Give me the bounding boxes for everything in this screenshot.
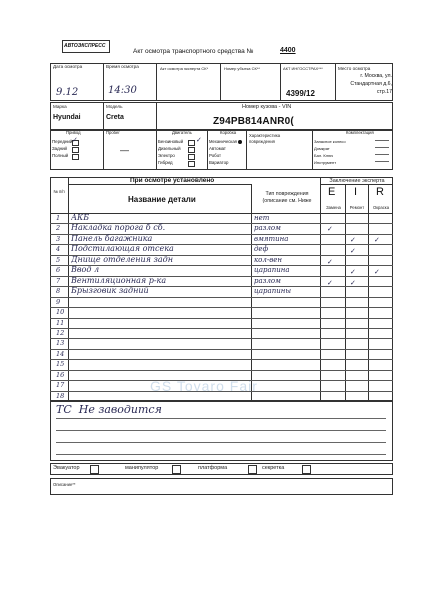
checkmark-icon: ✓ — [196, 136, 202, 144]
checkmark-icon: ✓ — [350, 268, 356, 276]
row-divider — [50, 359, 393, 360]
mileage-label: Пробег — [106, 130, 120, 135]
row-number: 12 — [56, 328, 65, 337]
checkbox[interactable] — [72, 147, 79, 153]
vin-label: Номер кузова - VIN — [242, 104, 292, 110]
row-divider — [50, 318, 393, 319]
part-name: Подстилающая отсека — [71, 244, 174, 254]
date-value: 9.12 — [56, 87, 79, 98]
make-label: Марка — [53, 104, 67, 109]
damage-type: деф — [254, 245, 269, 254]
gearbox-option[interactable]: Робот — [209, 153, 222, 158]
row-divider — [50, 338, 393, 339]
platform-checkbox[interactable] — [248, 465, 257, 474]
row-number: 7 — [56, 276, 61, 285]
gearbox-option[interactable]: Вариатор — [209, 160, 229, 165]
damage-type: разлом — [254, 276, 281, 285]
evacuator-label: Эвакуатор — [53, 465, 80, 471]
row-number: 10 — [56, 308, 65, 317]
row-number: 8 — [56, 287, 61, 296]
damage-type: кол-вен — [254, 255, 283, 264]
row-number: 4 — [56, 245, 61, 254]
row-number: 6 — [56, 266, 61, 275]
checkbox[interactable] — [188, 147, 195, 153]
checkbox[interactable] — [188, 140, 195, 146]
make-value: Hyundai — [53, 114, 81, 121]
row-number: 1 — [56, 214, 61, 222]
drive-option[interactable]: Полный — [52, 153, 68, 158]
act-title: Акт осмотра транспортного средства № — [133, 48, 254, 55]
gearbox-option[interactable]: Автомат — [209, 146, 226, 151]
checkbox[interactable] — [188, 161, 195, 167]
gearbox-selected-dot-icon — [238, 140, 242, 144]
part-name: Накладка порога б сб. — [71, 223, 166, 233]
gearbox-label: Коробка — [220, 130, 237, 135]
logo-text: АВТОЭКСПРЕСС — [64, 43, 106, 49]
checkmark-icon: ✓ — [350, 279, 356, 287]
engine-option[interactable]: Бензиновый — [158, 139, 183, 144]
drive-label: Привод — [66, 130, 81, 135]
company-logo — [62, 40, 110, 53]
watermark: GS Tovaro Fair — [150, 378, 258, 394]
row-number: 3 — [56, 234, 61, 243]
row-number: 2 — [56, 224, 61, 233]
part-name: Брызговик задний — [71, 286, 149, 296]
part-name: Панель багажника — [71, 233, 153, 243]
described-label: Описание** — [53, 482, 76, 487]
row-number: 16 — [56, 370, 65, 379]
kit-option[interactable]: Бал. Ключ — [314, 153, 334, 158]
gearbox-option[interactable]: Механическая — [209, 139, 237, 144]
letter-i: I — [354, 186, 358, 198]
engine-option[interactable]: Электро — [158, 153, 175, 158]
row-divider — [50, 297, 393, 298]
col-paint-header: Окраска — [372, 205, 390, 210]
vin-value: Z94PB814ANR0( — [213, 116, 294, 127]
checkmark-icon: ✓ — [327, 258, 333, 266]
kit-option[interactable]: Запасное колесо — [314, 139, 346, 144]
platform-label: платформа — [198, 465, 228, 471]
row-number: 9 — [56, 297, 61, 306]
checkmark-icon: ✓ — [350, 247, 356, 255]
letter-r: R — [376, 186, 384, 198]
kit-option[interactable]: Инструмент — [314, 160, 337, 165]
checkbox[interactable] — [72, 154, 79, 160]
act-number: 4400 — [280, 47, 296, 54]
loss-number-label: Номер убытка СК** — [224, 66, 260, 71]
evacuator-checkbox[interactable] — [90, 465, 99, 474]
col-name-header: Название детали — [128, 195, 196, 204]
col-num-header: № п/п — [53, 189, 65, 194]
notes-text: ТС Не заводится — [56, 403, 162, 416]
act-ing-value: 4399/12 — [286, 89, 315, 98]
engine-option[interactable]: Гибрид — [158, 160, 173, 165]
model-value: Creta — [106, 114, 124, 121]
engine-label: Двигатель — [172, 130, 192, 135]
characteristic-label: Характеристика — [249, 133, 281, 138]
row-divider — [50, 328, 393, 329]
mileage-value: — — [120, 145, 129, 155]
damage-type: нет — [254, 214, 270, 222]
letter-e: E — [328, 186, 336, 198]
expert-act-label: Акт осмотра эксперта СК* — [160, 66, 209, 71]
checkmark-icon: ✓ — [72, 136, 78, 144]
checkbox[interactable] — [188, 154, 195, 160]
row-number: 15 — [56, 360, 65, 369]
row-number: 17 — [56, 381, 65, 390]
checkmark-icon: ✓ — [350, 236, 356, 244]
drive-option[interactable]: Задний — [52, 146, 67, 151]
act-ing-label: АКТ ИНГОССТРАХ*** — [283, 66, 323, 71]
part-name: АКБ — [71, 213, 90, 222]
damage-type: вмятина — [254, 234, 289, 243]
row-number: 11 — [56, 318, 65, 327]
secret-label: секретка — [262, 465, 285, 471]
time-label: Время осмотра — [106, 64, 139, 69]
manipulator-label: манипулятор — [125, 465, 159, 471]
checkmark-icon: ✓ — [374, 268, 380, 276]
kit-option[interactable]: Домкрат — [314, 146, 330, 151]
part-name: Ввод л — [71, 265, 100, 275]
date-label: Дата осмотра — [53, 64, 83, 69]
place-value: г. Москва, ул. Стандартная д.6, стр.17 — [350, 73, 392, 95]
damage-type: царапины — [254, 287, 292, 296]
manipulator-checkbox[interactable] — [172, 465, 181, 474]
damage-type: царапина — [254, 266, 290, 275]
col-replace-header: Замена — [326, 205, 341, 210]
row-divider — [50, 307, 393, 308]
row-number: 14 — [56, 349, 65, 358]
row-divider — [50, 370, 393, 371]
part-name: Вентиляционная р-ка — [71, 275, 167, 285]
checkmark-icon: ✓ — [327, 225, 333, 233]
damage-type: разлом — [254, 224, 281, 233]
col-damage-header: Тип повреждения (описание см. Ниже — [262, 191, 312, 204]
row-divider — [50, 349, 393, 350]
conclusion-header: Заключение эксперта — [329, 178, 385, 184]
kit-label: Комплектация — [346, 130, 374, 135]
time-value: 14:30 — [108, 85, 137, 96]
part-name: Днище отделения задн — [71, 254, 173, 264]
described-box — [50, 478, 393, 495]
drive-option[interactable]: Передний — [52, 139, 72, 144]
place-label: Место осмотра — [338, 66, 371, 71]
row-number: 13 — [56, 339, 65, 348]
row-number: 5 — [56, 255, 61, 264]
model-label: Модель — [106, 104, 123, 109]
section-title: При осмотре установлено — [130, 177, 215, 184]
engine-option[interactable]: Дизельный — [158, 146, 181, 151]
characteristic-value: повреждения — [249, 139, 275, 144]
row-number: 18 — [56, 391, 65, 400]
secret-checkbox[interactable] — [302, 465, 311, 474]
checkmark-icon: ✓ — [327, 279, 333, 287]
checkmark-icon: ✓ — [374, 236, 380, 244]
col-repair-header: Ремонт — [349, 205, 365, 210]
